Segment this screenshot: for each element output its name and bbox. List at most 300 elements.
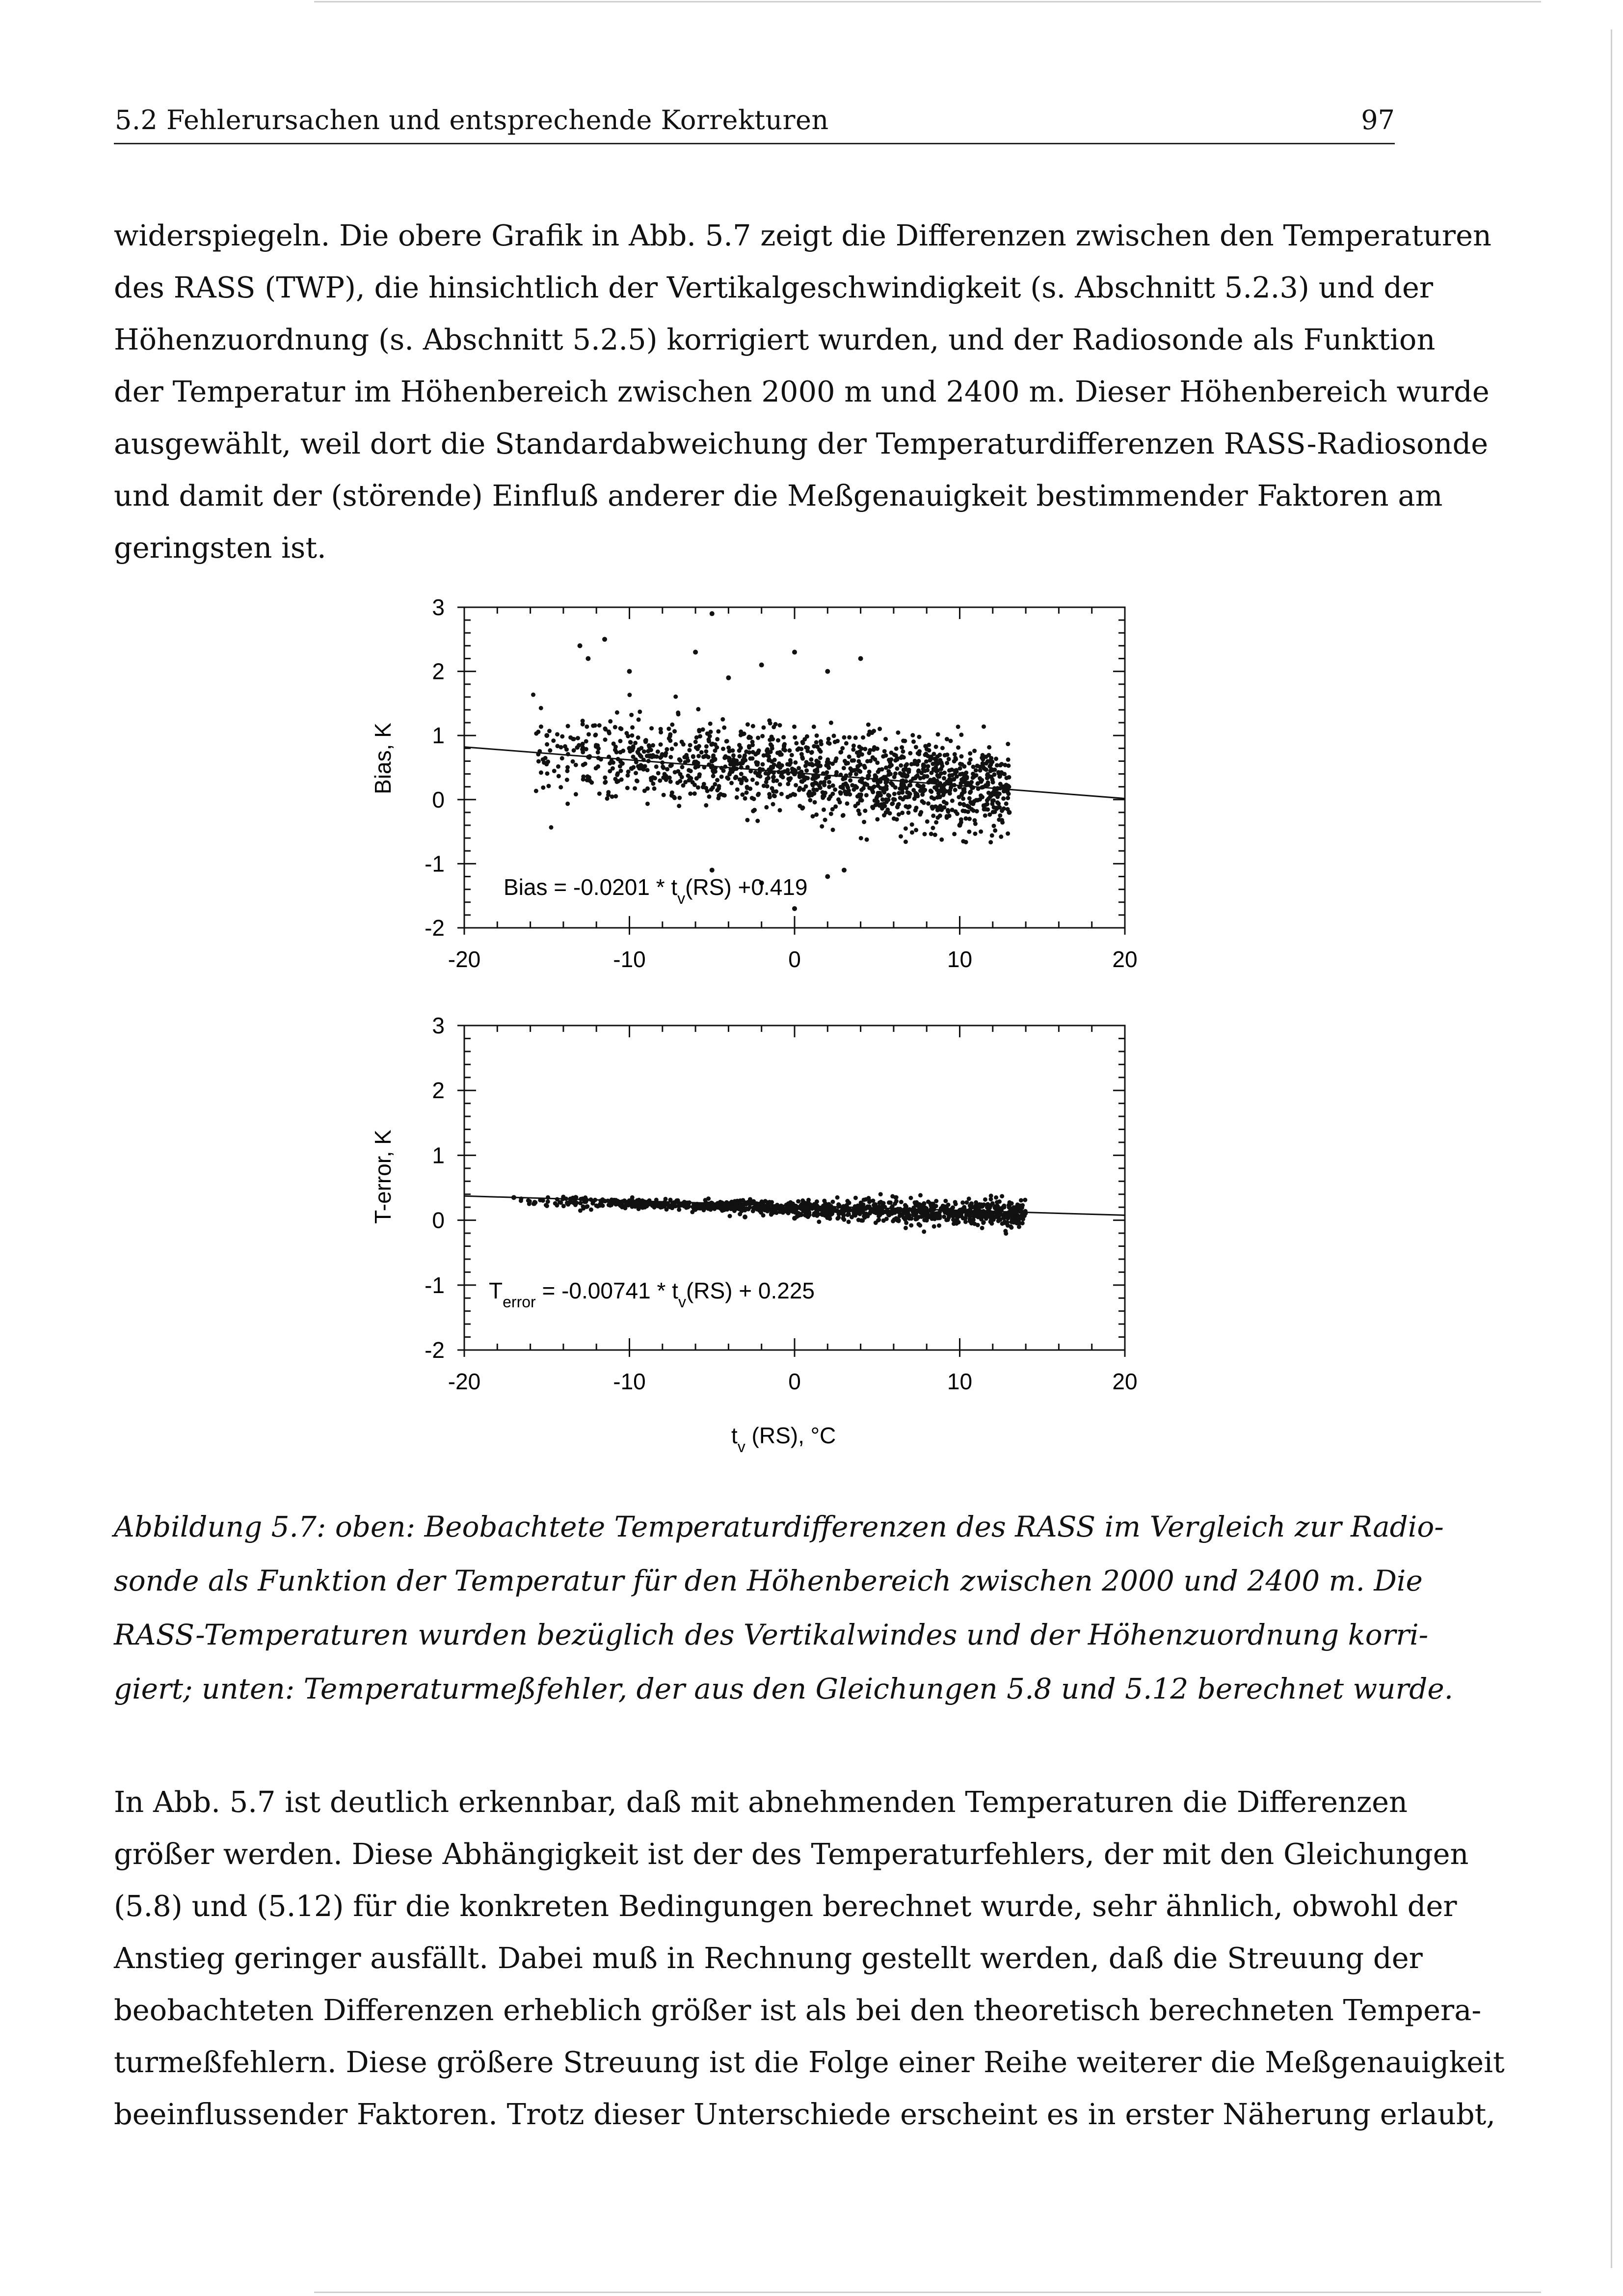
terror-point xyxy=(865,1214,870,1218)
scan-edge-bottom xyxy=(314,2292,1541,2293)
bias-point xyxy=(967,830,971,834)
bias-point xyxy=(998,763,1003,767)
bias-point xyxy=(660,752,665,756)
bias-point xyxy=(945,737,949,741)
terror-equation-sub: error xyxy=(503,1293,536,1311)
terror-equation-sub2: v xyxy=(678,1293,686,1311)
bias-xtick-label: -20 xyxy=(448,946,481,972)
bias-point xyxy=(980,795,984,799)
bias-point xyxy=(900,782,904,786)
x-axis-label-tail: (RS), °C xyxy=(745,1423,836,1448)
bias-point xyxy=(992,810,997,814)
terror-point xyxy=(699,1202,703,1207)
terror-point xyxy=(915,1215,920,1219)
bias-point xyxy=(966,810,970,814)
bias-point xyxy=(881,754,885,758)
bias-point xyxy=(992,805,996,810)
bias-point xyxy=(851,744,856,748)
bias-point xyxy=(851,758,856,763)
bias-point xyxy=(848,778,852,783)
bias-point xyxy=(694,735,699,740)
bias-point xyxy=(929,757,933,762)
bias-point xyxy=(636,751,640,755)
terror-point xyxy=(893,1208,898,1212)
bias-point xyxy=(888,764,892,768)
bias-point xyxy=(792,725,797,729)
terror-point xyxy=(1019,1198,1023,1203)
bias-point xyxy=(661,764,665,769)
bias-point xyxy=(829,721,833,725)
terror-point xyxy=(527,1202,532,1206)
bias-point xyxy=(765,777,769,781)
bias-point xyxy=(627,746,632,751)
bias-point xyxy=(739,781,744,785)
terror-point xyxy=(918,1193,923,1197)
bias-point xyxy=(738,754,742,758)
bias-point xyxy=(906,810,910,815)
terror-point xyxy=(860,1218,865,1223)
bias-point xyxy=(630,733,634,738)
bias-point xyxy=(958,766,962,771)
bias-point xyxy=(683,760,688,764)
bias-point xyxy=(899,763,903,768)
bias-point xyxy=(946,810,950,814)
bias-point xyxy=(722,793,727,798)
bias-point xyxy=(546,784,551,788)
bias-point xyxy=(818,756,823,760)
bias-point xyxy=(729,781,734,785)
bias-point xyxy=(917,735,921,739)
bias-point xyxy=(777,808,782,812)
bias-point xyxy=(742,731,746,736)
bias-point xyxy=(956,745,960,750)
bias-point xyxy=(531,693,535,697)
bias-xtick-label: -10 xyxy=(613,946,646,972)
bias-point xyxy=(904,839,908,844)
terror-point xyxy=(640,1206,645,1210)
bias-point xyxy=(606,793,611,797)
bias-point xyxy=(991,780,995,784)
bias-point xyxy=(940,746,945,750)
terror-point xyxy=(792,1204,797,1209)
terror-point xyxy=(665,1202,670,1206)
terror-point xyxy=(960,1200,965,1205)
bias-point xyxy=(943,753,947,757)
bias-point xyxy=(847,755,851,759)
bias-point xyxy=(804,784,808,788)
bias-point xyxy=(981,785,985,789)
bias-point xyxy=(856,754,861,758)
bias-point xyxy=(637,717,641,722)
bias-point xyxy=(975,809,979,813)
bias-point xyxy=(854,772,858,776)
bias-point xyxy=(848,792,852,797)
bias-point xyxy=(675,781,680,785)
terror-point xyxy=(650,1203,655,1208)
bias-point xyxy=(710,867,715,872)
bias-point xyxy=(848,772,852,776)
bias-point xyxy=(634,760,639,764)
bias-point xyxy=(574,792,578,796)
bias-point xyxy=(575,745,579,750)
bias-point xyxy=(696,707,700,711)
terror-point xyxy=(853,1196,858,1200)
bias-point xyxy=(619,727,623,731)
bias-point xyxy=(779,792,784,796)
bias-point xyxy=(597,723,602,728)
terror-point xyxy=(930,1216,934,1221)
bias-point xyxy=(904,826,908,831)
bias-point xyxy=(885,808,890,812)
bias-point xyxy=(648,754,653,758)
terror-point xyxy=(767,1205,771,1210)
bias-point xyxy=(974,768,978,773)
bias-point xyxy=(858,656,863,661)
terror-point xyxy=(1009,1225,1013,1230)
bias-point xyxy=(857,792,861,797)
bias-point xyxy=(692,791,697,796)
bias-point xyxy=(747,745,751,750)
bias-point xyxy=(903,739,907,743)
bias-point xyxy=(779,774,783,778)
terror-point xyxy=(826,1202,831,1206)
terror-point xyxy=(969,1221,974,1225)
bias-point xyxy=(707,794,711,799)
terror-point xyxy=(739,1207,744,1211)
bias-point xyxy=(1002,789,1006,793)
bias-point xyxy=(945,761,949,765)
bias-point xyxy=(646,759,651,763)
bias-plot xyxy=(425,594,1137,972)
bias-point xyxy=(752,797,756,801)
terror-point xyxy=(1018,1209,1022,1214)
bias-point xyxy=(888,760,892,764)
terror-point xyxy=(1023,1198,1027,1202)
bias-point xyxy=(667,776,672,780)
bias-point xyxy=(825,760,829,764)
bias-point xyxy=(900,773,904,778)
bias-point xyxy=(732,765,736,770)
bias-point xyxy=(931,826,935,830)
bias-point xyxy=(641,767,646,772)
bias-point xyxy=(998,774,1002,779)
bias-point xyxy=(790,753,794,757)
bias-point xyxy=(865,837,869,842)
bias-point xyxy=(900,790,905,794)
terror-point xyxy=(847,1219,851,1224)
terror-point xyxy=(850,1215,854,1219)
bias-point xyxy=(731,753,736,757)
bias-point xyxy=(559,785,563,789)
bias-point xyxy=(760,734,765,738)
terror-point xyxy=(799,1213,803,1217)
bias-point xyxy=(544,762,549,766)
bias-xtick-label: 10 xyxy=(947,946,973,972)
bias-point xyxy=(583,761,587,766)
terror-point xyxy=(835,1216,840,1221)
bias-point xyxy=(862,820,866,824)
bias-point xyxy=(840,746,845,751)
bias-point xyxy=(581,722,585,727)
terror-point xyxy=(1007,1205,1011,1210)
bias-point xyxy=(942,791,946,796)
caption-line: Abbildung 5.7: oben: Beobachtete Temperaturdifferenzen des RASS im Vergleich zur Radio- xyxy=(114,1510,1444,1543)
terror-point xyxy=(943,1208,948,1212)
bias-point xyxy=(926,764,931,768)
bias-point xyxy=(936,732,940,736)
bias-point xyxy=(607,755,611,759)
bias-point xyxy=(581,750,585,755)
bias-point xyxy=(659,742,663,747)
bias-point xyxy=(596,750,600,755)
bias-point xyxy=(557,774,561,778)
bias-point xyxy=(899,834,903,838)
bias-point xyxy=(627,693,632,697)
bias-point xyxy=(750,740,755,744)
terror-point xyxy=(574,1195,578,1199)
bias-point xyxy=(913,808,918,812)
bias-point xyxy=(1006,832,1010,836)
bias-point xyxy=(892,816,896,821)
terror-point xyxy=(835,1195,840,1200)
bias-point xyxy=(897,812,901,817)
bias-point xyxy=(781,747,786,752)
bias-point xyxy=(626,770,631,774)
terror-point xyxy=(908,1196,913,1200)
bias-ytick-label: 3 xyxy=(432,594,445,620)
bias-point xyxy=(704,786,708,790)
bias-point xyxy=(845,783,849,788)
terror-point xyxy=(600,1197,605,1202)
bias-point xyxy=(547,729,552,733)
bias-point xyxy=(539,706,543,710)
bias-point xyxy=(603,737,608,742)
bias-point xyxy=(584,747,588,752)
bias-point xyxy=(793,760,798,765)
bias-point xyxy=(861,735,865,740)
bias-point xyxy=(900,745,904,750)
bias-point xyxy=(673,770,677,775)
bias-point xyxy=(880,806,884,810)
terror-point xyxy=(760,1202,765,1207)
terror-point xyxy=(867,1200,872,1204)
bias-point xyxy=(915,762,920,767)
bias-point xyxy=(810,782,815,786)
terror-point xyxy=(899,1200,904,1204)
bias-point xyxy=(864,793,869,797)
bias-point xyxy=(851,747,855,752)
terror-point xyxy=(585,1205,589,1209)
bias-point xyxy=(771,802,775,807)
bias-point xyxy=(662,772,666,776)
bias-point xyxy=(539,770,543,775)
bias-point xyxy=(823,818,827,822)
terror-point xyxy=(845,1207,849,1212)
terror-point xyxy=(589,1208,593,1212)
bias-point xyxy=(992,772,997,777)
terror-point xyxy=(755,1203,759,1208)
terror-point xyxy=(560,1197,565,1201)
bias-point xyxy=(785,768,790,772)
terror-point xyxy=(706,1196,711,1201)
bias-point xyxy=(866,774,870,778)
bias-point xyxy=(939,837,944,842)
bias-point xyxy=(654,764,659,769)
bias-point xyxy=(908,783,912,787)
bias-point xyxy=(1002,772,1007,776)
bias-point xyxy=(613,745,618,749)
terror-point xyxy=(953,1200,958,1204)
bias-point xyxy=(916,769,921,774)
terror-point xyxy=(904,1226,908,1230)
terror-point xyxy=(858,1210,862,1214)
bias-point xyxy=(880,797,885,802)
bias-point xyxy=(646,749,650,754)
terror-point xyxy=(930,1210,934,1214)
bias-point xyxy=(929,789,933,794)
bias-point xyxy=(954,810,958,814)
bias-point xyxy=(781,735,786,739)
bias-point xyxy=(857,745,861,749)
text-line: (5.8) und (5.12) für die konkreten Bedingungen berechnet wurde, sehr ähnlich, obwohl der xyxy=(114,1889,1457,1923)
bias-point xyxy=(905,762,909,766)
terror-point xyxy=(609,1199,613,1204)
bias-point xyxy=(721,747,725,751)
terror-point xyxy=(541,1198,545,1203)
bias-point xyxy=(825,770,829,775)
bias-point xyxy=(800,755,804,759)
terror-xtick-label: -20 xyxy=(448,1369,481,1394)
terror-point xyxy=(952,1209,956,1214)
bias-point xyxy=(656,750,660,754)
bias-point xyxy=(710,758,715,763)
terror-point xyxy=(955,1221,959,1226)
bias-point xyxy=(745,790,749,795)
bias-point xyxy=(925,774,929,779)
terror-point xyxy=(765,1209,770,1214)
bias-point xyxy=(915,794,920,798)
bias-point xyxy=(883,737,888,741)
bias-point xyxy=(715,745,719,750)
bias-point xyxy=(839,773,843,777)
bias-point xyxy=(711,774,716,778)
bias-point xyxy=(555,744,559,748)
bias-point xyxy=(568,735,573,740)
paragraph-bottom xyxy=(114,1776,1505,2140)
bias-point xyxy=(933,780,937,784)
bias-point xyxy=(985,759,990,763)
bias-point xyxy=(976,781,980,785)
bias-point xyxy=(948,773,952,778)
bias-point xyxy=(534,789,538,793)
bias-point xyxy=(585,656,590,661)
bias-point xyxy=(812,744,816,749)
bias-point xyxy=(765,747,770,752)
terror-point xyxy=(1007,1213,1011,1217)
bias-point xyxy=(636,735,640,740)
bias-point xyxy=(614,780,619,784)
bias-point xyxy=(809,757,813,762)
bias-point xyxy=(998,813,1002,818)
bias-point xyxy=(875,778,879,783)
bias-point xyxy=(814,773,818,777)
bias-point xyxy=(677,757,682,761)
bias-point xyxy=(797,788,801,792)
terror-point xyxy=(919,1210,923,1215)
terror-point xyxy=(825,1206,829,1210)
bias-point xyxy=(1000,820,1005,825)
bias-point xyxy=(932,785,937,790)
terror-point xyxy=(909,1223,913,1228)
bias-point xyxy=(938,781,942,785)
bias-point xyxy=(618,750,623,755)
bias-point xyxy=(835,739,840,743)
bias-point xyxy=(958,772,962,777)
bias-point xyxy=(787,748,792,753)
bias-point xyxy=(993,828,997,833)
bias-point xyxy=(596,756,601,760)
bias-point xyxy=(817,748,822,752)
bias-point xyxy=(611,766,615,771)
bias-point xyxy=(982,725,986,729)
bias-point xyxy=(615,773,619,777)
bias-point xyxy=(972,818,977,823)
bias-point xyxy=(797,771,801,775)
bias-point xyxy=(940,764,944,768)
bias-xtick-label: 0 xyxy=(788,946,801,972)
bias-point xyxy=(534,731,538,736)
bias-equation-sub: v xyxy=(677,890,686,907)
terror-point xyxy=(803,1213,807,1217)
bias-point xyxy=(933,833,937,837)
bias-point xyxy=(844,741,849,746)
bias-point xyxy=(541,785,545,790)
bias-point xyxy=(891,783,895,787)
bias-point xyxy=(695,763,700,768)
terror-point xyxy=(793,1210,798,1215)
terror-point xyxy=(967,1196,971,1201)
terror-point xyxy=(909,1216,913,1221)
section-title: 5.2 Fehlerursachen und entsprechende Korrekturen xyxy=(115,105,829,135)
bias-point xyxy=(990,833,994,837)
terror-point xyxy=(876,1218,880,1222)
bias-point xyxy=(710,611,715,616)
bias-point xyxy=(800,806,805,810)
terror-point xyxy=(997,1199,1002,1204)
bias-point xyxy=(786,782,790,786)
bias-point xyxy=(539,725,543,729)
bias-point xyxy=(987,774,992,779)
bias-point xyxy=(842,766,846,770)
bias-point xyxy=(581,774,585,779)
bias-point xyxy=(1001,796,1006,801)
bias-point xyxy=(800,780,804,784)
terror-point xyxy=(997,1212,1002,1216)
terror-point xyxy=(888,1200,893,1205)
bias-point xyxy=(772,779,776,783)
bias-point xyxy=(908,751,912,756)
terror-point xyxy=(799,1202,804,1206)
bias-point xyxy=(967,761,971,765)
terror-xtick-label: 20 xyxy=(1112,1369,1138,1394)
bias-ylabel: Bias, K xyxy=(370,723,396,794)
terror-xtick-label: -10 xyxy=(613,1369,646,1394)
bias-point xyxy=(935,768,940,773)
terror-point xyxy=(918,1223,922,1228)
terror-point xyxy=(979,1203,984,1207)
terror-plot xyxy=(425,1013,1137,1394)
bias-point xyxy=(890,801,895,806)
